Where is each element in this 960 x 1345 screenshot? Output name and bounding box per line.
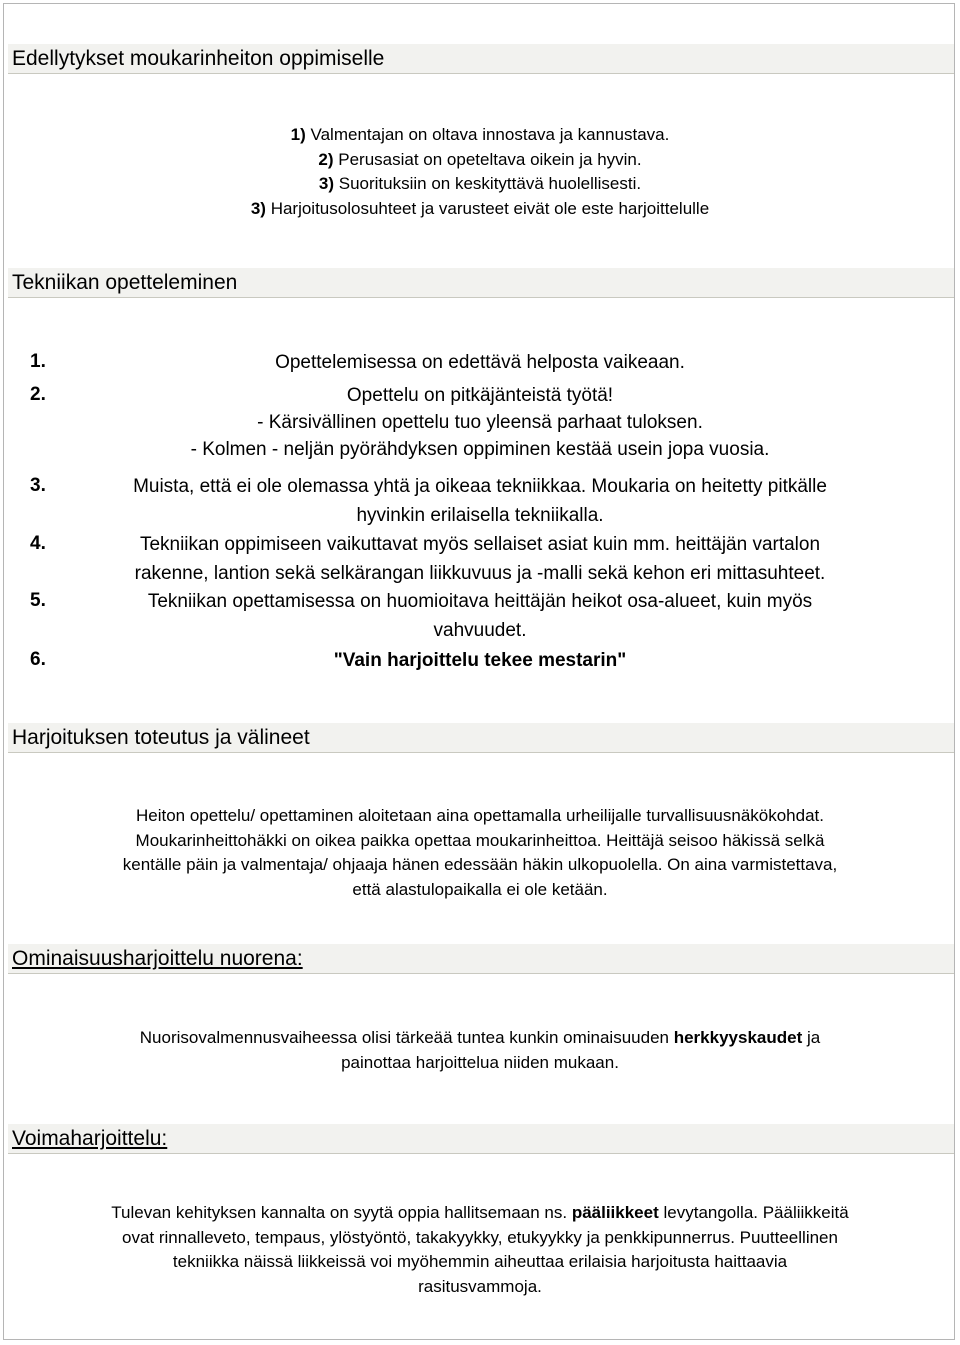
prereq-list (4, 123, 956, 221)
section-title: Ominaisuusharjoittelu nuorena: (12, 947, 303, 970)
section-header-strength (8, 1124, 954, 1154)
list-number: 6. (30, 649, 46, 670)
youth-paragraph: Nuorisovalmennusvaiheessa olisi tärkeää tuntea kunkin ominaisuuden herkkyyskaudet ja painottaa harjoittelua niiden mukaan. (139, 1028, 821, 1072)
list-number: 1. (30, 351, 46, 372)
technique-item-1: Opettelemisessa on edettävä helposta vaikeaan. (275, 352, 685, 373)
list-item: 2) Perusasiat on opeteltava oikein ja hyvin. (318, 149, 642, 169)
list-item: 1) Valmentajan on oltava innostava ja kannustava. (290, 125, 670, 144)
section-title: Voimaharjoittelu: (12, 1127, 168, 1150)
technique-item-5: Tekniikan opettamisessa on huomioitava heittäjän heikot osa-alueet, kuin myös vahvuudet. (147, 591, 813, 641)
section-header-prerequisites (8, 44, 954, 74)
section-title: Harjoituksen toteutus ja välineet (12, 726, 310, 749)
execution-paragraph: Heiton opettelu/ opettaminen aloitetaan aina opettamalla urheilijalle turvallisuusnäkökohdat. Moukarinheittohäkki on oikea paikka opettaa moukarinheittoa. Heittäjä seisoo häkissä selkä kentälle päin ja valmentaja/ ohjaaja hänen edessään häkin ulkopuolella. On aina varmistettava, että alastulopaikalla ei ole ketään. (122, 806, 838, 899)
section-header-technique (8, 268, 954, 298)
list-number: 4. (30, 533, 46, 554)
list-number: 5. (30, 590, 46, 611)
technique-item-2: Opettelu on pitkäjänteistä työtä! - Kärsivällinen opettelu tuo yleensä parhaat tuloksen. - Kolmen - neljän pyörähdyksen oppiminen kestää usein jopa vuosia. (190, 385, 770, 460)
section-header-execution (8, 723, 954, 753)
strength-paragraph: Tulevan kehityksen kannalta on syytä oppia hallitsemaan ns. pääliikkeet levytangolla. Pääliikkeitä ovat rinnalleveto, tempaus, ylöstyöntö, takakyykky, etukyykky ja penkkipunnerrus. Puutteellinen tekniikka näissä liikkeissä voi myöhemmin aiheuttaa erilaisia harjoitusta haittaavia rasitusvammoja. (111, 1203, 849, 1296)
technique-item-3: Muista, että ei ole olemassa yhtä ja oikeaa tekniikkaa. Moukaria on heitetty pitkälle hyvinkin erilaisella tekniikalla. (133, 476, 827, 526)
list-number: 3. (30, 475, 46, 496)
document-page (3, 3, 955, 1340)
section-title: Edellytykset moukarinheiton oppimiselle (12, 47, 385, 70)
list-item: 3) Suorituksiin on keskityttävä huolellisesti. (318, 174, 642, 193)
technique-item-6: "Vain harjoittelu tekee mestarin" (333, 650, 627, 671)
list-number: 2. (30, 384, 46, 405)
list-item: 3) Harjoitusolosuhteet ja varusteet eivät ole este harjoittelulle (250, 198, 710, 218)
technique-item-4: Tekniikan oppimiseen vaikuttavat myös sellaiset asiat kuin mm. heittäjän vartalon rakenne, lantion sekä selkärangan liikkuvuus ja -malli sekä kehon eri mittasuhteet. (134, 534, 826, 584)
section-title: Tekniikan opetteleminen (12, 271, 238, 294)
section-header-youth (8, 944, 954, 974)
